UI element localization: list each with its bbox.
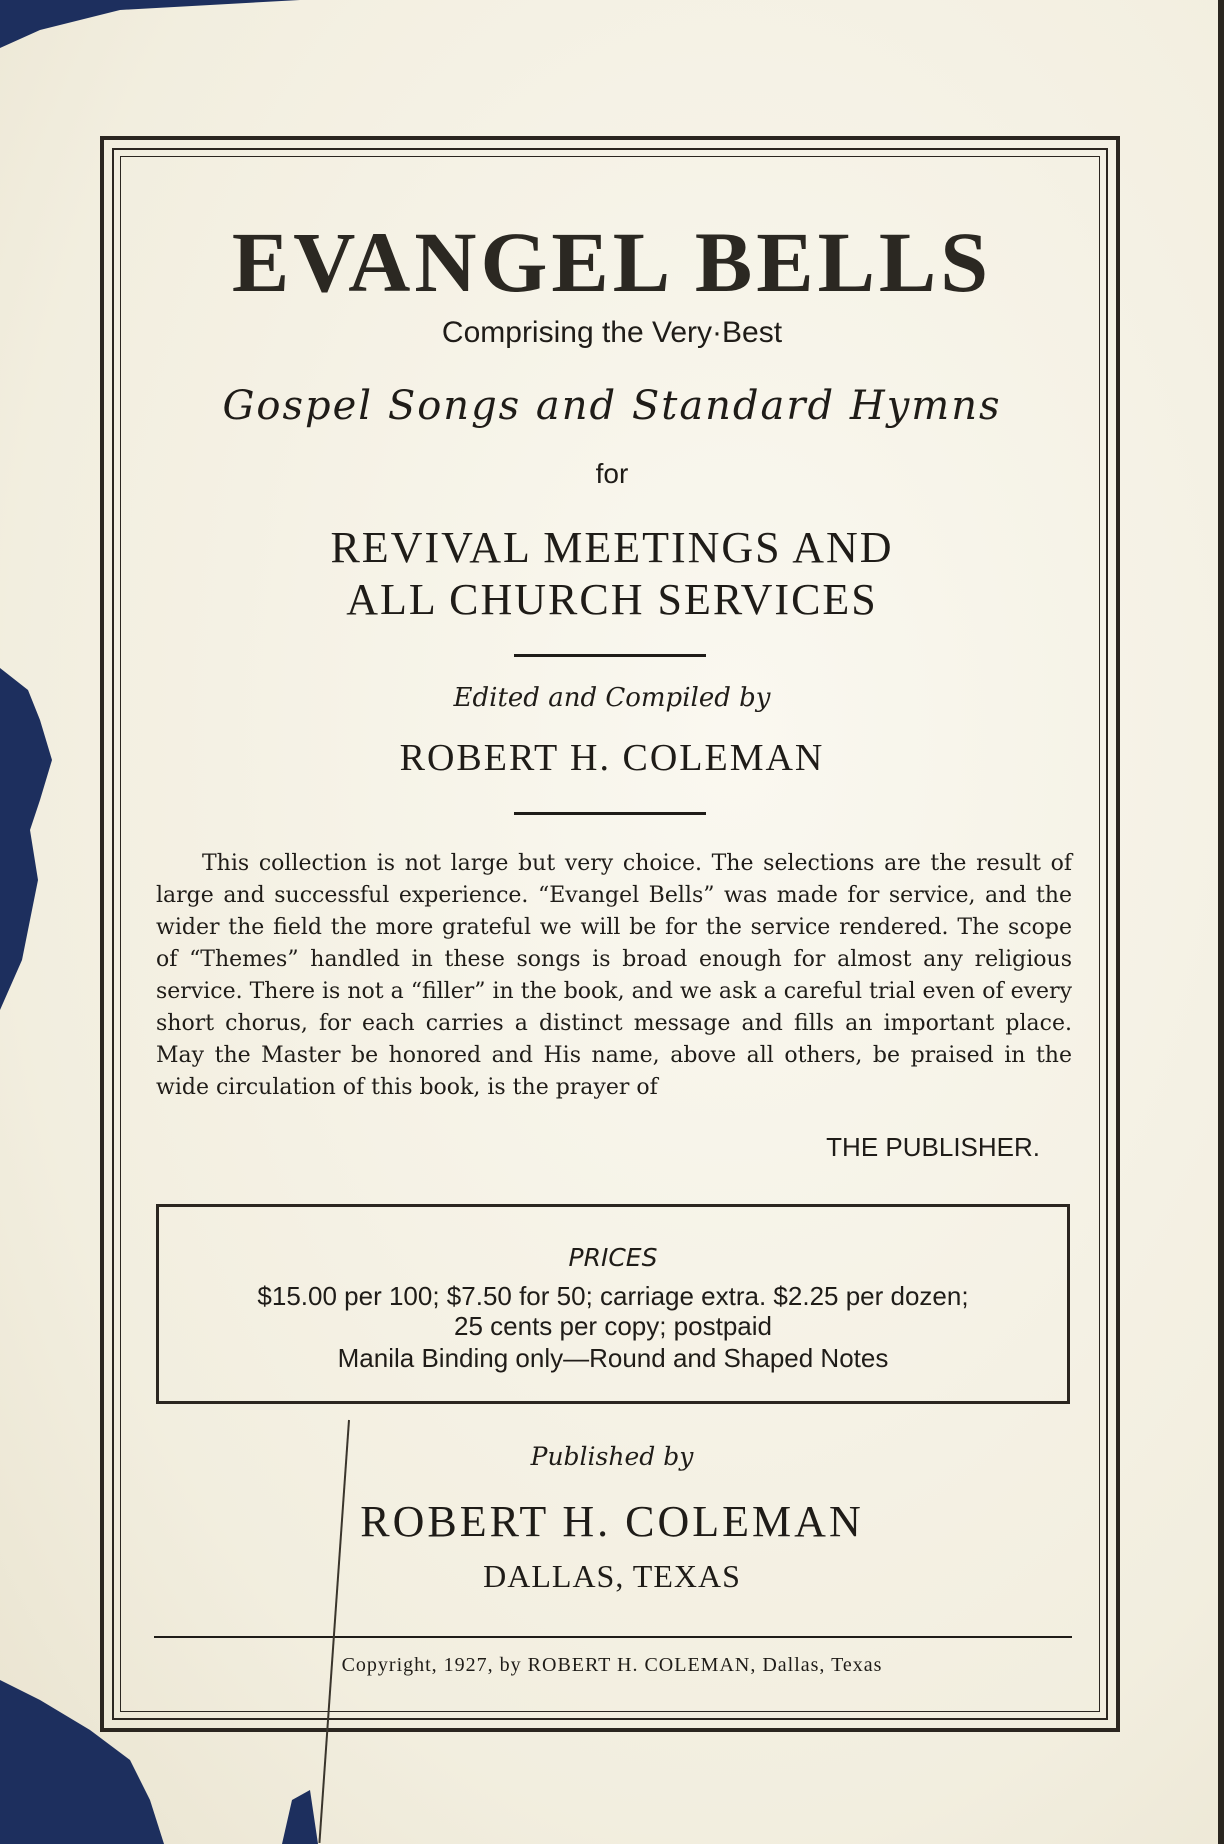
tear-bottom-center (282, 1790, 318, 1844)
divider-rule-1 (514, 654, 706, 657)
copyright-line: Copyright, 1927, by ROBERT H. COLEMAN, Dallas, Texas (341, 1654, 883, 1676)
purpose-line-1: REVIVAL MEETINGS AND (330, 523, 894, 572)
divider-rule-2 (514, 812, 706, 815)
prices-line-1: $15.00 per 100; $7.50 for 50; carriage extra. $2.25 per dozen; (257, 1281, 969, 1311)
editor-name: ROBERT H. COLEMAN (399, 737, 825, 779)
tear-top-left (0, 0, 300, 48)
book-subtitle: Comprising the Very·Best (441, 316, 783, 349)
for-connector: for (595, 458, 629, 489)
prices-line-3: Manila Binding only—Round and Shaped Notes (337, 1343, 889, 1373)
prices-box (156, 1204, 1070, 1404)
book-title: EVANGEL BELLS (231, 214, 993, 310)
published-by-label: Published by (530, 1442, 694, 1471)
prices-heading: PRICES (568, 1243, 658, 1272)
book-tagline: Gospel Songs and Standard Hymns (222, 383, 1002, 429)
publisher-name: ROBERT H. COLEMAN (360, 1497, 864, 1546)
tear-mid-left (0, 668, 52, 1010)
purpose-line-2: ALL CHURCH SERVICES (346, 575, 878, 624)
publisher-city: DALLAS, TEXAS (483, 1558, 741, 1594)
preface-paragraph: This collection is not large but very choice. The selections are the result of large and successful experience. “Evangel Bells” was made for service, and the wider the field the more grateful we will be for the service rendered. The scope of “Themes” handled in these songs is broad enough for almost any religious service. There is not a “filler” in the book, and we ask a careful trial even of every short chorus, for each carries a distinct message and fills an important place. May the Master be honored and His name, above all others, be praised in the wide circulation of this book, is the prayer of (156, 851, 1072, 1100)
prices-line-2: 25 cents per copy; postpaid (454, 1311, 772, 1341)
book-purpose (0, 522, 1224, 626)
preface-signoff: THE PUBLISHER. (826, 1132, 1040, 1162)
edited-label: Edited and Compiled by (453, 683, 771, 713)
footer-rule (154, 1636, 1072, 1638)
